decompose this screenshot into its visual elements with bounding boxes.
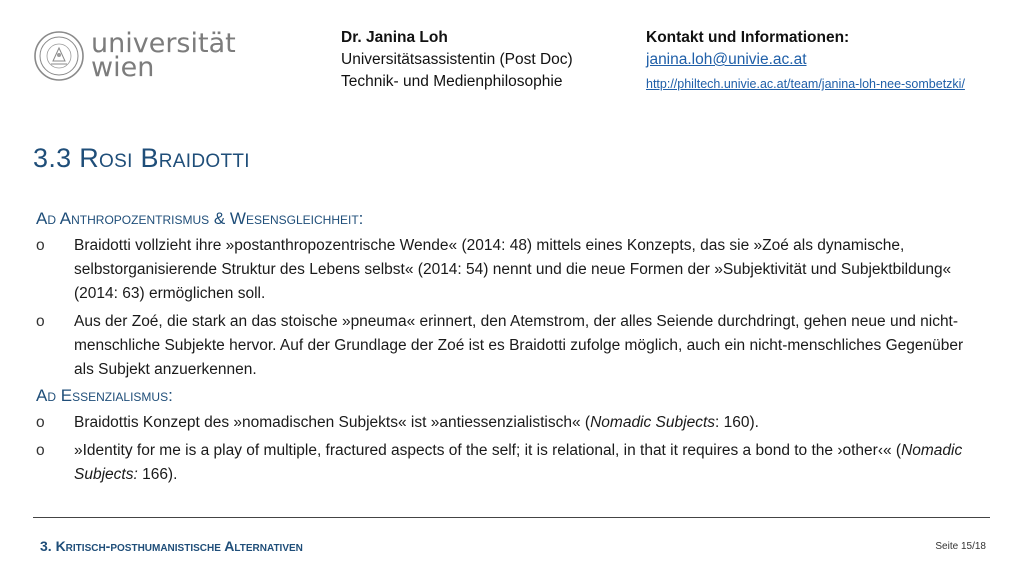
bullet-text bbox=[74, 411, 986, 435]
list-item bbox=[36, 411, 986, 435]
bullet-text bbox=[74, 439, 986, 487]
university-seal-icon bbox=[33, 30, 85, 82]
contact-heading: Kontakt und Informationen: bbox=[646, 29, 850, 46]
bullet-marker: o bbox=[36, 414, 45, 431]
slide-content bbox=[36, 209, 986, 491]
bullet-text-before: »Identity for me is a play of multiple, fractured aspects of the self; it is relational, in that it requires a bond to the ›other‹« ( bbox=[74, 442, 902, 459]
bullet-marker: o bbox=[36, 237, 45, 254]
footer-section-title: 3. Kritisch-posthumanistische Alternativen bbox=[40, 538, 303, 554]
email-link[interactable]: janina.loh@univie.ac.at bbox=[646, 51, 807, 68]
author-name: Dr. Janina Loh bbox=[341, 29, 448, 46]
contact-block bbox=[646, 27, 965, 95]
list-item bbox=[36, 439, 986, 487]
bullet-text-after: : 160). bbox=[715, 414, 759, 431]
bullet-marker: o bbox=[36, 313, 45, 330]
author-position: Universitätsassistentin (Post Doc) bbox=[341, 51, 573, 68]
logo-wordmark bbox=[91, 28, 236, 83]
page-number: Seite 15/18 bbox=[935, 541, 986, 552]
footer-divider bbox=[33, 517, 990, 518]
bullet-marker: o bbox=[36, 442, 45, 459]
bullet-text: Braidotti vollzieht ihre »postanthropozentrische Wende« (2014: 48) mittels eines Konzepts, das sie »Zoé als dynamische, selbstorganisierende Struktur des Lebens selbst« (2014: 54) nennt und die neue Formen der »Subjektivität und Subjektbildung« (2014: 63) ermöglichen soll. bbox=[74, 237, 952, 302]
author-block bbox=[341, 27, 573, 93]
list-item bbox=[36, 310, 986, 382]
bullet-text-after: 166). bbox=[137, 466, 178, 483]
bullet-text-before: Braidottis Konzept des »nomadischen Subjekts« ist »antiessenzialistisch« ( bbox=[74, 414, 591, 431]
logo-line-1: universität bbox=[91, 28, 236, 59]
list-item bbox=[36, 234, 986, 306]
university-logo bbox=[33, 30, 236, 82]
section-heading-anthropocentrism: Ad Anthropozentrismus & Wesensgleichheit: bbox=[36, 209, 364, 228]
section-heading-essentialism: Ad Essenzialismus: bbox=[36, 386, 173, 405]
slide-title: 3.3 Rosi Braidotti bbox=[33, 143, 250, 173]
bullet-text: Aus der Zoé, die stark an das stoische »pneuma« erinnert, den Atemstrom, der alles Seiende durchdringt, gehen neue und nicht-menschliche Subjekte hervor. Auf der Grundlage der Zoé ist es Braidotti zufolge möglich, auch ein nicht-menschliches Gegenüber als Subjekt anzuerkennen. bbox=[74, 313, 964, 378]
book-title: Nomadic Subjects bbox=[590, 414, 716, 431]
logo-line-2: wien bbox=[91, 52, 155, 83]
author-department: Technik- und Medienphilosophie bbox=[341, 73, 563, 90]
book-title: Nomadic Subjects: bbox=[74, 442, 963, 483]
website-link[interactable]: http://philtech.univie.ac.at/team/janina-loh-nee-sombetzki/ bbox=[646, 77, 965, 91]
